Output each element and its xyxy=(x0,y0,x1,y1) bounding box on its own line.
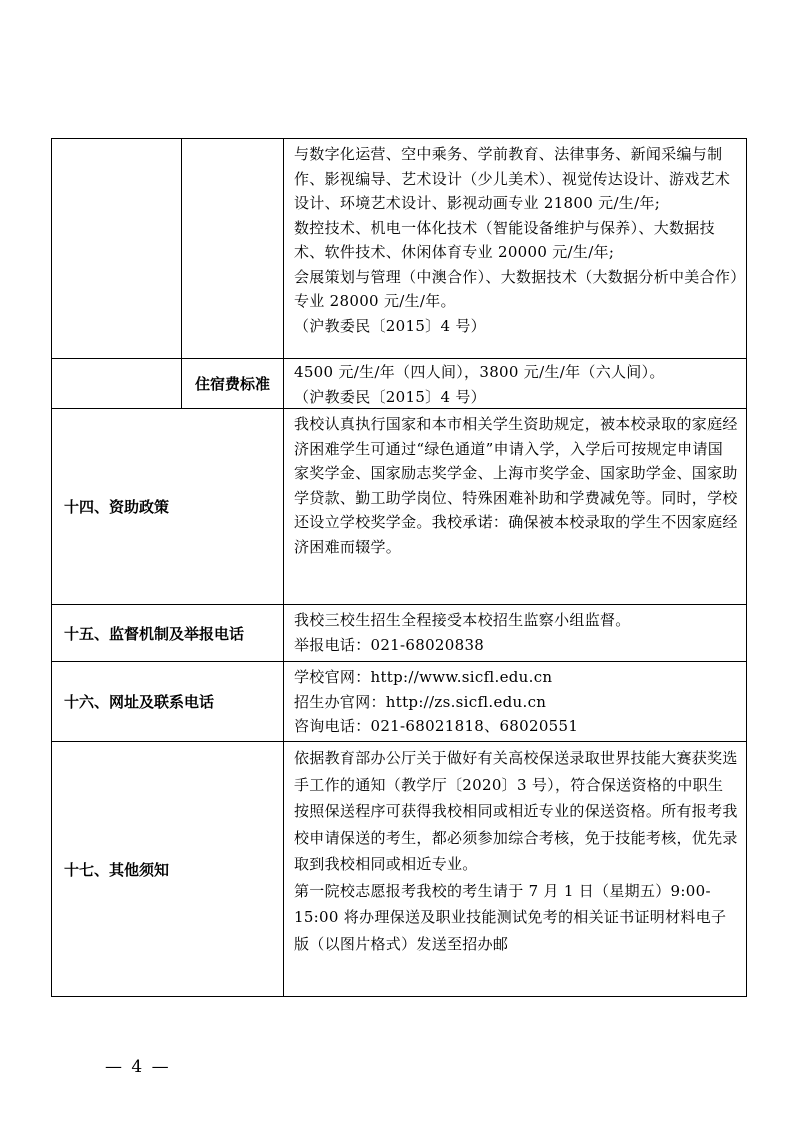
section-paragraph: 依据教育部办公厅关于做好有关高校保送录取世界技能大赛获奖选手工作的通知（教学厅〔2020〕3 号），符合保送资格的中职生按照保送程序可获得我校相同或相近专业的保送资格。所有报考我校申请保送的考生，都必须参加综合考核，免于技能考核，优先录取到我校相同或相近专业。 xyxy=(294,749,738,873)
section-paragraph: 我校认真执行国家和本市相关学生资助规定，被本校录取的家庭经济困难学生可通过“绿色通道”申请入学，入学后可按规定申请国家奖学金、国家励志奖学金、上海市奖学金、国家助学金、国家助学贷款、勤工助学岗位、特殊困难补助和学费减免等。同时，学校还设立学校奖学金。我校承诺：确保被本校录取的学生不因家庭经济困难而辍学。 xyxy=(294,415,738,556)
blank-cell xyxy=(52,139,182,358)
blank-subcell xyxy=(182,139,283,358)
section-content xyxy=(284,742,746,996)
housing-label: 住宿费标准 xyxy=(194,375,270,393)
section-paragraph: 学校官网：http://www.sicfl.edu.cn xyxy=(294,668,553,686)
tuition-paragraph: 会展策划与管理（中澳合作）、大数据技术（大数据分析中美合作）专业 28000 元/生/年。 xyxy=(294,267,739,310)
section-content xyxy=(284,605,746,661)
section-content xyxy=(284,409,746,604)
section-content xyxy=(284,662,746,741)
blank-cell xyxy=(52,359,182,408)
section-paragraph: 我校三校生招生全程接受本校招生监察小组监督。 xyxy=(294,611,631,629)
section-paragraph: 举报电话：021-68020838 xyxy=(294,635,485,654)
section-label: 十四、资助政策 xyxy=(52,409,284,604)
section-label: 十六、网址及联系电话 xyxy=(52,662,284,741)
info-table xyxy=(51,138,747,997)
tuition-content xyxy=(284,139,746,358)
tuition-paragraph: （沪教委民〔2015〕4 号） xyxy=(294,316,486,335)
row-label xyxy=(52,359,284,408)
housing-paragraph: 4500 元/生/年（四人间），3800 元/生/年（六人间）。 xyxy=(294,363,665,381)
section-paragraph: 第一院校志愿报考我校的考生请于 7 月 1 日（星期五）9:00-15:00 将办理保送及职业技能测试免考的相关证书证明材料电子版（以图片格式）发送至招办邮 xyxy=(294,881,727,953)
section-row-16 xyxy=(52,661,746,741)
section-paragraph: 招生办官网：http://zs.sicfl.edu.cn xyxy=(294,692,547,711)
tuition-paragraph: 数控技术、机电一体化技术（智能设备维护与保养）、大数据技术、软件技术、休闲体育专业 20000 元/生/年; xyxy=(294,218,715,261)
tuition-paragraph: 与数字化运营、空中乘务、学前教育、法律事务、新闻采编与制作、影视编导、艺术设计（少儿美术）、视觉传达设计、游戏艺术设计、环境艺术设计、影视动画专业 21800 元/生/年; xyxy=(294,145,731,212)
housing-row xyxy=(52,358,746,408)
section-row-14 xyxy=(52,408,746,604)
row-label xyxy=(52,139,284,358)
housing-paragraph: （沪教委民〔2015〕4 号） xyxy=(294,387,486,406)
section-row-17 xyxy=(52,741,746,996)
section-paragraph: 咨询电话：021-68021818、68020551 xyxy=(294,717,579,735)
page-number: — 4 — xyxy=(105,1057,171,1077)
section-row-15 xyxy=(52,604,746,661)
housing-content xyxy=(284,359,746,408)
section-label: 十五、监督机制及举报电话 xyxy=(52,605,284,661)
section-label: 十七、其他须知 xyxy=(52,742,284,996)
tuition-row xyxy=(52,139,746,358)
